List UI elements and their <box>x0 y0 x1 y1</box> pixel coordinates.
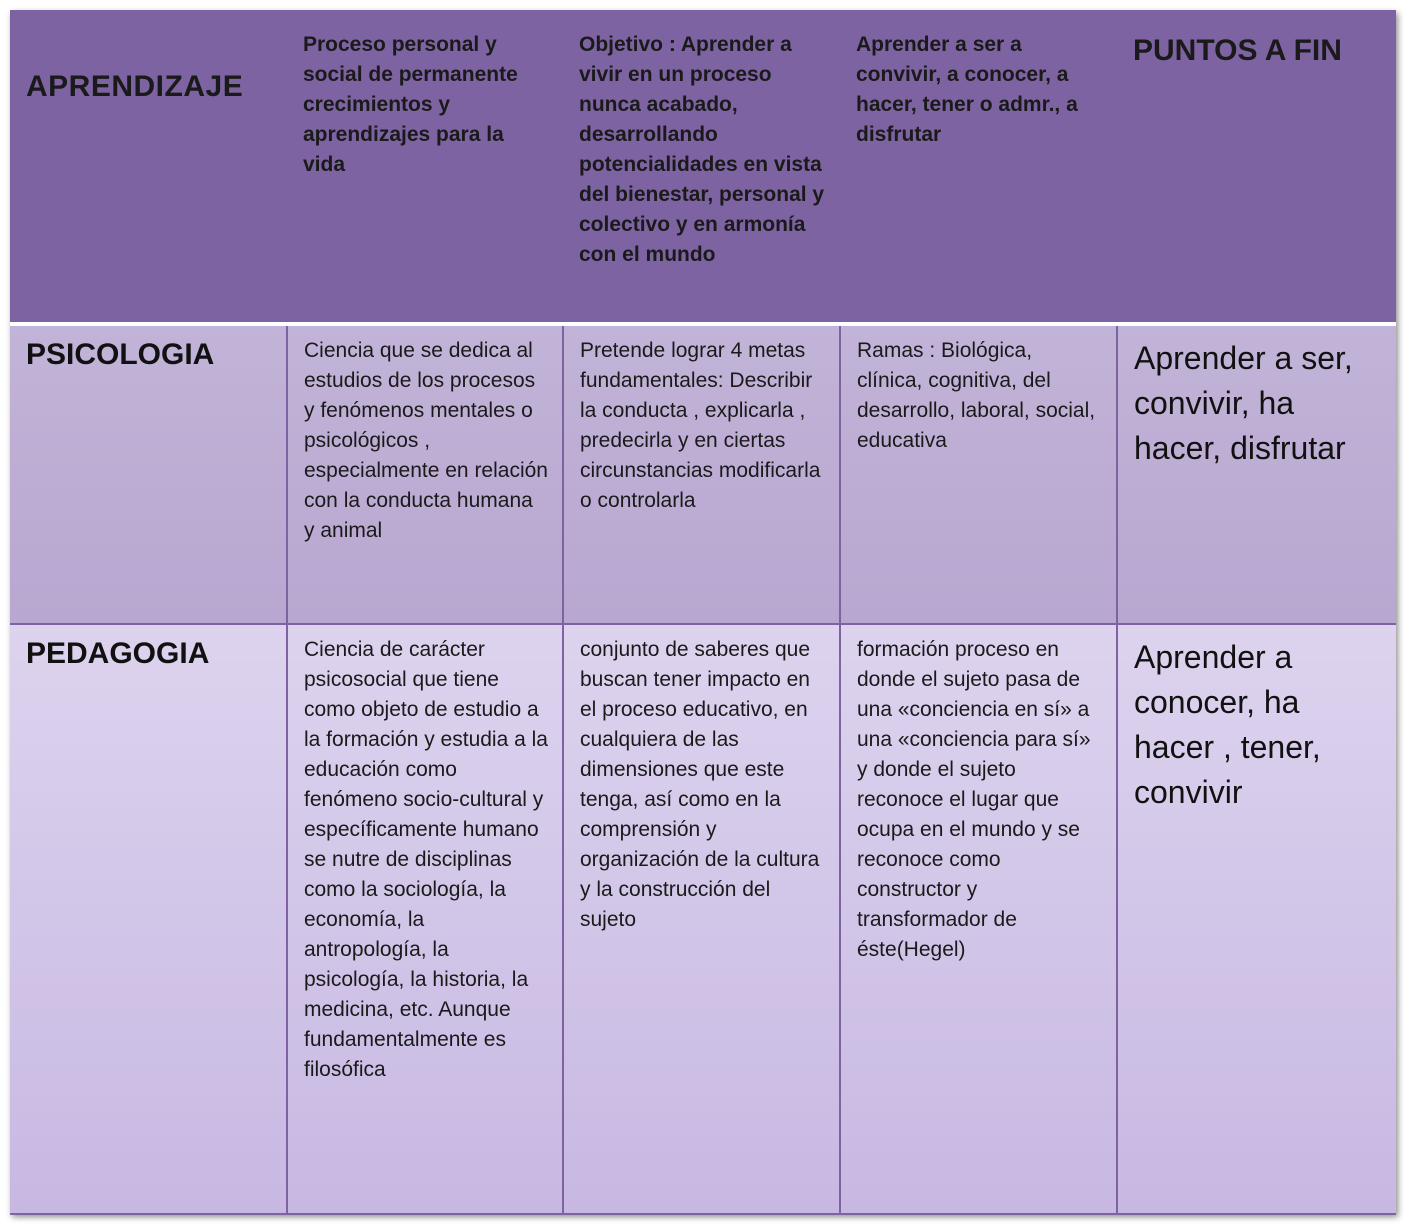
comparison-table-container <box>10 10 1396 1214</box>
table-row-psicologia <box>10 324 1396 624</box>
row-label-psicologia: PSICOLOGIA <box>26 338 215 371</box>
header-objetivo-text: Objetivo : Aprender a vivir en un proceso nunca acabado, desarrollando potencialidades en vista del bienestar, personal y colectivo y en armonía con el mundo <box>579 33 825 266</box>
header-cell-aprendizaje <box>10 10 287 324</box>
psicologia-col2-cell <box>287 324 563 624</box>
psicologia-col4-cell <box>840 324 1117 624</box>
psicologia-label-cell <box>10 324 287 624</box>
pedagogia-label-cell <box>10 624 287 1214</box>
pedagogia-formation: formación proceso en donde el sujeto pasa de una «conciencia en sí» a una «conciencia para sí» y donde el sujeto reconoce el lugar que ocupa en el mundo y se reconoce como constructor y transformador de éste(Hegel) <box>857 638 1091 961</box>
header-proceso-text: Proceso personal y social de permanente crecimientos y aprendizajes para la vida <box>303 33 518 176</box>
psicologia-col3-cell <box>563 324 840 624</box>
header-row <box>10 10 1396 324</box>
pedagogia-col5-cell <box>1117 624 1396 1214</box>
pedagogia-col2-cell <box>287 624 563 1214</box>
header-aprender-text: Aprender a ser a convivir, a conocer, a hacer, tener o admr., a disfrutar <box>856 33 1078 146</box>
comparison-table <box>10 10 1396 1215</box>
header-cell-proceso <box>287 10 563 324</box>
header-cell-objetivo <box>563 10 840 324</box>
psicologia-col5-cell <box>1117 324 1396 624</box>
pedagogia-col4-cell <box>840 624 1117 1214</box>
pedagogia-common-points: Aprender a conocer, ha hacer , tener, convivir <box>1134 639 1321 810</box>
header-cell-aprender <box>840 10 1117 324</box>
row-label-pedagogia: PEDAGOGIA <box>26 637 210 670</box>
header-aprendizaje-label: APRENDIZAJE <box>26 70 244 103</box>
header-puntos-label: PUNTOS A FIN <box>1133 34 1342 67</box>
psicologia-common-points: Aprender a ser, convivir, ha hacer, disfrutar <box>1134 340 1353 466</box>
table-row-pedagogia <box>10 624 1396 1214</box>
psicologia-definition: Ciencia que se dedica al estudios de los procesos y fenómenos mentales o psicológicos , especialmente en relación con la conducta humana y animal <box>304 339 548 542</box>
pedagogia-definition: Ciencia de carácter psicosocial que tiene como objeto de estudio a la formación y estudia a la educación como fenómeno socio-cultural y específicamente humano se nutre de disciplinas como la sociología, la economía, la antropología, la psicología, la historia, la medicina, etc. Aunque fundamentalmente es filosófica <box>304 638 548 1081</box>
pedagogia-knowledge: conjunto de saberes que buscan tener impacto en el proceso educativo, en cualquiera de las dimensiones que este tenga, así como en la comprensión y organización de la cultura y la construcción del sujeto <box>580 638 820 931</box>
psicologia-branches: Ramas : Biológica, clínica, cognitiva, del desarrollo, laboral, social, educativa <box>857 339 1096 452</box>
header-cell-puntos <box>1117 10 1396 324</box>
pedagogia-col3-cell <box>563 624 840 1214</box>
psicologia-goals: Pretende lograr 4 metas fundamentales: Describir la conducta , explicarla , predecirla y en ciertas circunstancias modificarla o controlarla <box>580 339 821 512</box>
